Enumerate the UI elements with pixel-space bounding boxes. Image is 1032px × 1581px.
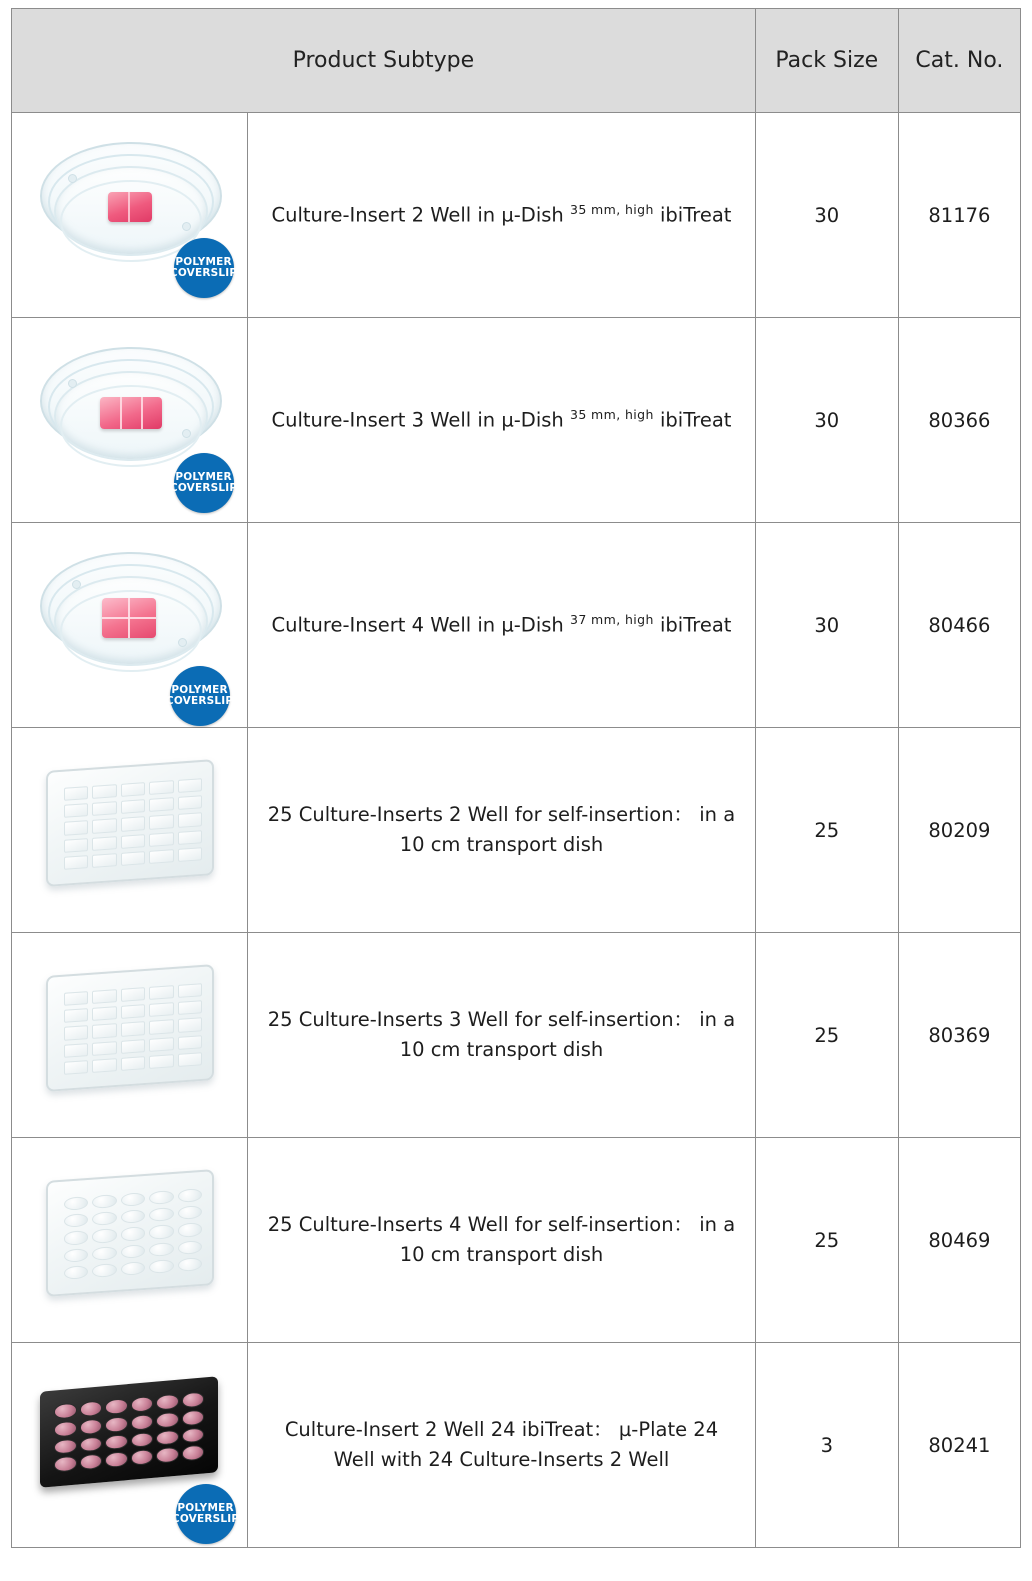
- product-name-cell: [248, 523, 756, 728]
- polymer-coverslip-badge: [171, 1484, 240, 1544]
- polymer-coverslip-badge: [165, 666, 234, 726]
- cat-no-cell: 80209: [898, 728, 1020, 933]
- badge-line-2: COVERSLIP: [169, 267, 238, 279]
- product-name-cell: [248, 728, 756, 933]
- pack-size-cell: 25: [755, 933, 898, 1138]
- culture-insert-4-well-icon: [102, 598, 156, 638]
- pack-size-cell: 30: [755, 113, 898, 318]
- cat-no-cell: 80366: [898, 318, 1020, 523]
- product-name-superscript: 37 mm, high: [569, 611, 654, 627]
- product-name-suffix: ibiTreat: [660, 408, 732, 432]
- badge-line-2: COVERSLIP: [169, 482, 238, 494]
- table-row: [12, 318, 1021, 523]
- badge-line-1: POLYMER: [177, 1501, 234, 1514]
- cat-no-cell: 80466: [898, 523, 1020, 728]
- table-row: [12, 933, 1021, 1138]
- product-image-cell: [12, 933, 248, 1138]
- pack-size-cell: 30: [755, 523, 898, 728]
- header-cat-no: Cat. No.: [898, 9, 1020, 113]
- badge-line-1: POLYMER: [171, 683, 228, 696]
- product-name-main: Culture-Insert 3 Well in µ-Dish: [271, 408, 564, 432]
- product-name-superscript: 35 mm, high: [569, 406, 654, 422]
- pack-size-cell: 25: [755, 1138, 898, 1343]
- product-name-suffix: ibiTreat: [660, 203, 732, 227]
- mu-dish-culture-insert-4-well-image: [24, 534, 236, 712]
- badge-line-2: COVERSLIP: [165, 695, 234, 707]
- product-name-cell: [248, 1343, 756, 1548]
- 24-well-plate-icon: [40, 1384, 222, 1500]
- culture-insert-3-well-icon: [100, 397, 162, 429]
- product-name-main: Culture-Insert 2 Well in µ-Dish: [271, 203, 564, 227]
- product-name-cell: [248, 1138, 756, 1343]
- header-product-subtype: Product Subtype: [12, 9, 756, 113]
- transport-dish-inserts-4-well-image: [24, 1149, 236, 1327]
- product-image-cell: [12, 1138, 248, 1343]
- transport-dish-inserts-3-well-image: [24, 944, 236, 1122]
- product-name-main: 25 Culture-Inserts 2 Well for self-insertion： in a 10 cm transport dish: [267, 802, 736, 856]
- table-row: [12, 113, 1021, 318]
- badge-line-1: POLYMER: [175, 470, 232, 483]
- table-row: [12, 728, 1021, 933]
- badge-line-2: COVERSLIP: [171, 1513, 240, 1525]
- badge-line-1: POLYMER: [175, 255, 232, 268]
- mu-dish-culture-insert-3-well-image: [24, 329, 236, 507]
- table-row: [12, 1343, 1021, 1548]
- pack-size-cell: 30: [755, 318, 898, 523]
- mu-dish-culture-insert-2-well-image: [24, 124, 236, 302]
- product-image-cell: [12, 318, 248, 523]
- transport-dish-icon: [42, 966, 218, 1098]
- product-name-cell: [248, 113, 756, 318]
- product-name-main: Culture-Insert 2 Well 24 ibiTreat： µ-Plate 24 Well with 24 Culture-Inserts 2 Well: [284, 1417, 719, 1471]
- cat-no-cell: 80469: [898, 1138, 1020, 1343]
- transport-dish-icon: [42, 1171, 218, 1303]
- cat-no-cell: 80369: [898, 933, 1020, 1138]
- product-name-main: Culture-Insert 4 Well in µ-Dish: [271, 613, 564, 637]
- culture-insert-2-well-icon: [108, 192, 152, 222]
- header-pack-size: Pack Size: [755, 9, 898, 113]
- product-name-main: 25 Culture-Inserts 4 Well for self-insertion： in a 10 cm transport dish: [267, 1212, 736, 1266]
- product-name-cell: [248, 318, 756, 523]
- table-row: [12, 1138, 1021, 1343]
- transport-dish-inserts-2-well-image: [24, 739, 236, 917]
- transport-dish-icon: [42, 761, 218, 893]
- product-image-cell: [12, 1343, 248, 1548]
- pack-size-cell: 3: [755, 1343, 898, 1548]
- table-row: [12, 523, 1021, 728]
- product-image-cell: [12, 523, 248, 728]
- cat-no-cell: 80241: [898, 1343, 1020, 1548]
- product-name-superscript: 35 mm, high: [569, 201, 654, 217]
- polymer-coverslip-badge: [169, 453, 238, 513]
- product-image-cell: [12, 113, 248, 318]
- header-row: [12, 9, 1021, 113]
- mu-plate-24-well-culture-insert-image: [24, 1354, 240, 1532]
- polymer-coverslip-badge: [169, 238, 238, 298]
- product-table: [11, 8, 1021, 1548]
- pack-size-cell: 25: [755, 728, 898, 933]
- product-name-cell: [248, 933, 756, 1138]
- product-image-cell: [12, 728, 248, 933]
- table-body: [12, 113, 1021, 1548]
- product-name-suffix: ibiTreat: [660, 613, 732, 637]
- table-header: [12, 9, 1021, 113]
- product-name-main: 25 Culture-Inserts 3 Well for self-insertion： in a 10 cm transport dish: [267, 1007, 736, 1061]
- cat-no-cell: 81176: [898, 113, 1020, 318]
